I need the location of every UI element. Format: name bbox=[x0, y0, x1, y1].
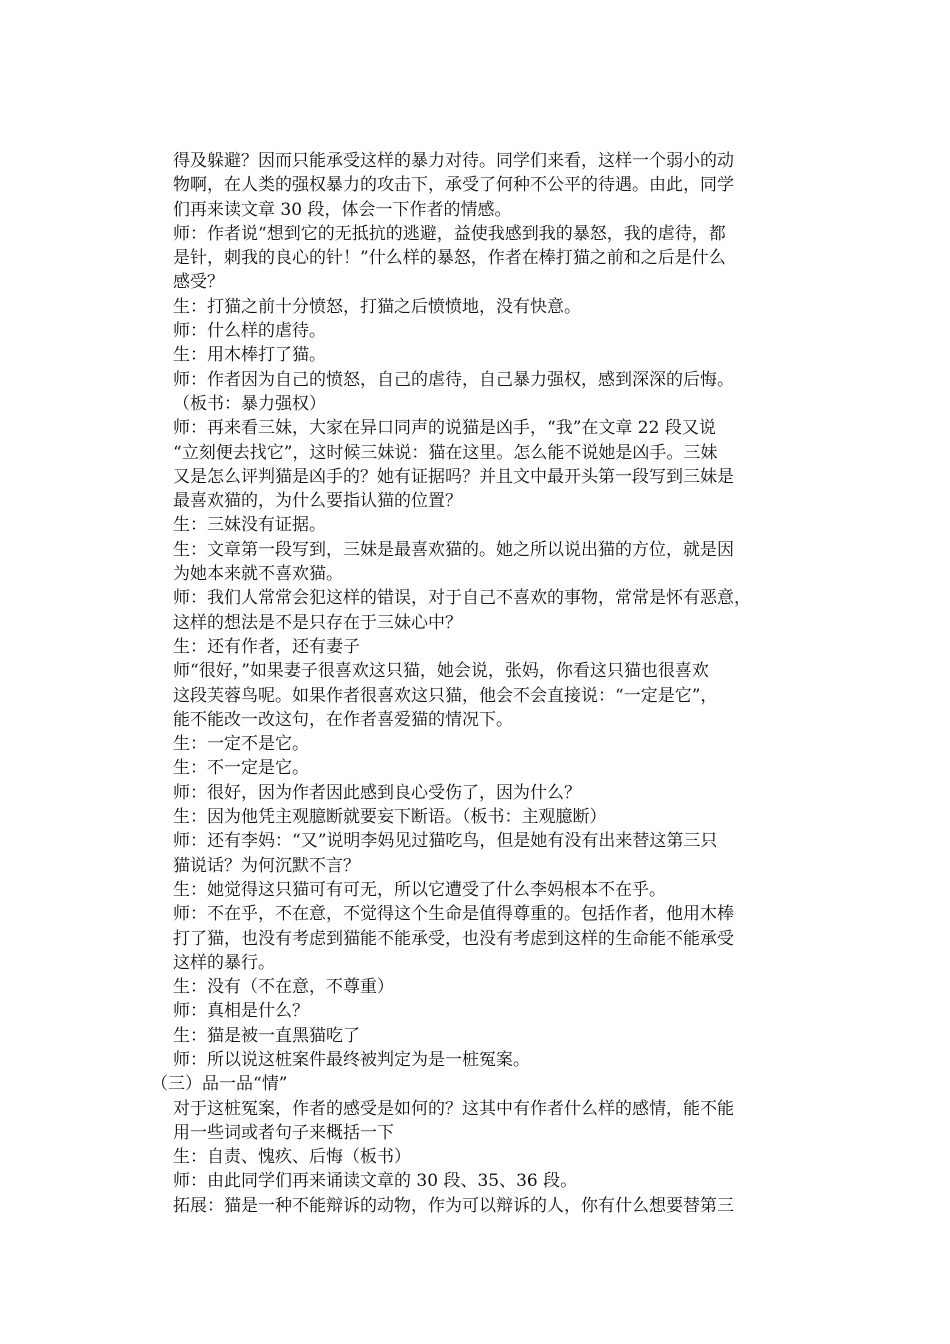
text-line: 师：什么样的虐待。 bbox=[173, 321, 326, 342]
text-line: 生：一定不是它。 bbox=[173, 734, 309, 755]
text-line: 生：文章第一段写到，三妹是最喜欢猫的。她之所以说出猫的方位，就是因 bbox=[173, 539, 734, 560]
text-line: “立刻便去找它”，这时候三妹说：猫在这里。怎么能不说她是凶手。三妹 bbox=[173, 442, 718, 463]
text-line: 这样的想法是不是只存在于三妹心中？ bbox=[173, 612, 462, 633]
text-line: 生：不一定是它。 bbox=[173, 758, 309, 779]
text-line: 们再来读文章 30 段，体会一下作者的情感。 bbox=[173, 199, 512, 220]
text-line: 生：猫是被一直黑猫吃了 bbox=[173, 1025, 360, 1046]
text-line: 生：自责、愧疚、后悔（板书） bbox=[173, 1147, 411, 1168]
text-line: 生：用木棒打了猫。 bbox=[173, 345, 326, 366]
text-line: 猫说话？为何沉默不言？ bbox=[173, 855, 360, 876]
text-line: 最喜欢猫的，为什么要指认猫的位置？ bbox=[173, 491, 462, 512]
text-line: 师：不在乎，不在意，不觉得这个生命是值得尊重的。包括作者，他用木棒 bbox=[173, 904, 734, 925]
text-line: 师：再来看三妹，大家在异口同声的说猫是凶手，“我”在文章 22 段又说 bbox=[173, 418, 716, 439]
text-line: 又是怎么评判猫是凶手的？她有证据吗？并且文中最开头第一段写到三妹是 bbox=[173, 466, 734, 487]
text-line: 生：还有作者，还有妻子 bbox=[173, 636, 360, 657]
text-line: 能不能改一改这句，在作者喜爱猫的情况下。 bbox=[173, 709, 513, 730]
text-line: 拓展：猫是一种不能辩诉的动物，作为可以辩诉的人，你有什么想要替第三 bbox=[173, 1195, 734, 1216]
text-line: 生：三妹没有证据。 bbox=[173, 515, 326, 536]
text-line: 师：还有李妈：“又”说明李妈见过猫吃鸟，但是她有没有出来替这第三只 bbox=[173, 831, 718, 852]
text-line: 师：作者因为自己的愤怒，自己的虐待，自己暴力强权，感到深深的后悔。 bbox=[173, 369, 734, 390]
text-line: 生：因为他凭主观臆断就要妄下断语。（板书：主观臆断） bbox=[173, 807, 607, 828]
text-line: 生：打猫之前十分愤怒，打猫之后愤愤地，没有快意。 bbox=[173, 296, 581, 317]
text-line: 得及躲避？因而只能承受这样的暴力对待。同学们来看，这样一个弱小的动 bbox=[173, 151, 734, 171]
section-heading: （三）品一品“情” bbox=[151, 1074, 288, 1095]
text-line: 师：很好，因为作者因此感到良心受伤了，因为什么？ bbox=[173, 782, 581, 803]
text-line: 感受？ bbox=[173, 272, 224, 293]
text-line: 为她本来就不喜欢猫。 bbox=[173, 564, 343, 585]
text-line: 是针，刺我的良心的针！”什么样的暴怒，作者在棒打猫之前和之后是什么 bbox=[173, 248, 726, 269]
text-line: 师：真相是什么？ bbox=[173, 1001, 309, 1022]
text-line: 这段芙蓉鸟呢。如果作者很喜欢这只猫，他会不会直接说：“一定是它”， bbox=[173, 685, 718, 706]
text-line: 师：由此同学们再来诵读文章的 30 段、35、36 段。 bbox=[173, 1171, 578, 1192]
text-line: 生：没有（不在意，不尊重） bbox=[173, 977, 394, 998]
text-line: 生：她觉得这只猫可有可无，所以它遭受了什么李妈根本不在乎。 bbox=[173, 879, 666, 900]
text-line: 师：作者说“想到它的无抵抗的逃避，益使我感到我的暴怒，我的虐待，都 bbox=[173, 223, 726, 244]
text-line: 打了猫，也没有考虑到猫能不能承受，也没有考虑到这样的生命能不能承受 bbox=[173, 928, 734, 949]
text-line: 用一些词或者句子来概括一下 bbox=[173, 1122, 394, 1143]
text-line: 对于这桩冤案，作者的感受是如何的？这其中有作者什么样的感情，能不能 bbox=[173, 1098, 734, 1119]
text-line: 物啊，在人类的强权暴力的攻击下，承受了何种不公平的待遇。由此，同学 bbox=[173, 175, 734, 196]
text-line: 师“很好，”如果妻子很喜欢这只猫，她会说，张妈，你看这只猫也很喜欢 bbox=[173, 661, 709, 682]
text-line: （板书：暴力强权） bbox=[173, 393, 326, 414]
text-line: 这样的暴行。 bbox=[173, 952, 275, 973]
document-body bbox=[151, 149, 813, 1218]
text-line: 师：我们人常常会犯这样的错误，对于自己不喜欢的事物，常常是怀有恶意， bbox=[173, 588, 751, 609]
text-line: 师：所以说这桩案件最终被判定为是一桩冤案。 bbox=[173, 1049, 530, 1070]
